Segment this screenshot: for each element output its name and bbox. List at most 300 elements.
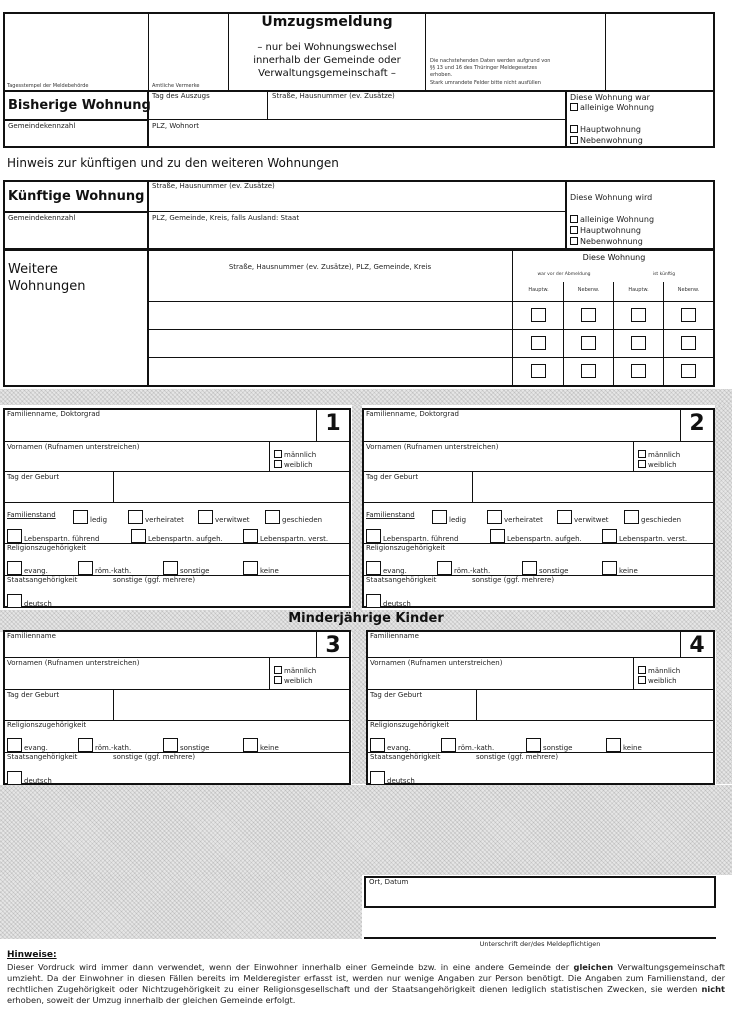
option-label: verwitwet <box>574 516 609 524</box>
shaded-band <box>716 632 732 784</box>
stamp-field[interactable] <box>4 14 147 90</box>
option-label: evang. <box>383 567 407 575</box>
option-label: weiblich <box>284 461 313 469</box>
person-2-birth-date-label: Tag der Geburt <box>366 473 419 481</box>
checkbox[interactable] <box>198 510 213 524</box>
option-label: evang. <box>24 567 48 575</box>
option-label: verheiratet <box>145 516 184 524</box>
child-4-first-names-input[interactable] <box>368 669 629 688</box>
person-2-marital-option[interactable] <box>624 505 682 524</box>
option-label: sonstige <box>180 744 210 752</box>
option-label: Lebenspartn. verst. <box>619 535 688 543</box>
person-1-marital-option[interactable] <box>128 505 184 524</box>
divider <box>3 211 149 213</box>
divider <box>3 689 351 690</box>
option-label: Lebenspartn. verst. <box>260 535 329 543</box>
future-street-input[interactable] <box>150 192 564 210</box>
divider <box>633 657 634 689</box>
signature-line <box>364 937 716 939</box>
person-1-marital-option[interactable] <box>73 505 108 524</box>
checkbox[interactable] <box>243 529 258 543</box>
divider <box>147 249 149 387</box>
child-3-first-names-input[interactable] <box>5 669 265 688</box>
option-label: männlich <box>284 451 317 459</box>
form-subtitle-1: – nur bei Wohnungswechsel <box>257 42 397 53</box>
person-1-nationality-other-input[interactable] <box>111 586 347 606</box>
person-2-marital-status-label: Familienstand <box>366 511 415 519</box>
checkbox[interactable] <box>441 738 456 752</box>
person-2-religion-option[interactable] <box>437 556 491 575</box>
checkbox[interactable] <box>557 510 572 524</box>
child-4-religion-option[interactable] <box>606 733 642 752</box>
checkbox[interactable] <box>490 529 505 543</box>
checkbox[interactable] <box>78 561 93 575</box>
divider <box>362 441 715 442</box>
checkbox[interactable] <box>366 529 381 543</box>
option-label: keine <box>623 744 642 752</box>
other-residences-title-2: Wohnungen <box>8 279 86 294</box>
option-label: alleinige Wohnung <box>580 215 655 224</box>
person-2-nationality-label: Staatsangehörigkeit <box>366 576 437 584</box>
divider <box>113 471 114 502</box>
place-date-label: Ort, Datum <box>369 878 409 886</box>
divider <box>148 211 566 212</box>
person-2-nationality-german[interactable] <box>366 589 411 608</box>
checkbox[interactable] <box>274 460 282 468</box>
children-heading: Minderjährige Kinder <box>288 611 444 626</box>
divider <box>3 119 149 121</box>
previous-street-input[interactable] <box>270 102 564 118</box>
person-1-nationality-german[interactable] <box>7 589 52 608</box>
child-3-nationality-other-label: sonstige (ggf. mehrere) <box>113 753 196 761</box>
notes-text-part: Verwaltungsgemeinschaft umzieht. Da der Einwohner in diesen Fällen bereits im Melderegister erfasst ist, werden nur wenige Angaben zur Person benötigt. Die Angaben zum Familienstand, der rechtlichen Zugehörigkeit oder Nichtzugehörigkeit zu einer Religionsgesellschaft und der Staatsangehörigkeit dienen lediglich statistischen Zwecken, sie werden <box>7 962 725 994</box>
divider <box>476 689 477 720</box>
person-2-religion-option[interactable] <box>366 556 407 575</box>
child-4-first-names-label: Vornamen (Rufnamen unterstreichen) <box>370 659 503 667</box>
child-3-religion-option[interactable] <box>7 733 48 752</box>
option-label: weiblich <box>648 461 677 469</box>
checkbox[interactable] <box>638 450 646 458</box>
official-notes-label: Amtliche Vermerke <box>152 83 200 89</box>
checkbox[interactable] <box>131 529 146 543</box>
person-2-birth-date-input[interactable] <box>474 473 711 500</box>
divider <box>565 180 567 250</box>
notes-text-part: Dieser Vordruck wird immer dann verwendet, wenn der Einwohner innerhalb einer Gemeinde bzw. in eine andere Gemeinde der <box>7 962 574 972</box>
person-1-birth-date-label: Tag der Geburt <box>7 473 60 481</box>
divider <box>147 180 149 250</box>
divider <box>613 282 614 386</box>
future-status-heading: Diese Wohnung wird <box>570 193 653 202</box>
checkbox[interactable] <box>370 738 385 752</box>
divider <box>472 471 473 502</box>
person-1-first-names-input[interactable] <box>5 453 265 470</box>
other-address-label: Straße, Hausnummer (ev. Zusätze), PLZ, Gemeinde, Kreis <box>228 263 432 271</box>
group-now-label: ist künftig <box>652 272 676 277</box>
checkbox[interactable] <box>602 529 617 543</box>
section-hint: Hinweis zur künftigen und zu den weiteren Wohnungen <box>7 156 339 170</box>
previous-status-heading: Diese Wohnung war <box>570 93 650 102</box>
child-3-number: 3 <box>325 633 341 658</box>
option-label: männlich <box>648 667 681 675</box>
option-label: deutsch <box>24 777 52 785</box>
child-3-birth-date-input[interactable] <box>115 691 347 718</box>
child-3-religion-option[interactable] <box>243 733 279 752</box>
divider <box>512 250 513 386</box>
other-residence-checkbox[interactable] <box>581 364 596 378</box>
option-label: Hauptwohnung <box>580 125 641 134</box>
divider <box>563 282 564 386</box>
divider <box>3 657 351 658</box>
person-2-partnership-option[interactable] <box>490 524 582 543</box>
option-label: ledig <box>449 516 467 524</box>
checkbox[interactable] <box>73 510 88 524</box>
person-2-first-names-label: Vornamen (Rufnamen unterstreichen) <box>366 443 499 451</box>
checkbox[interactable] <box>243 561 258 575</box>
checkbox[interactable] <box>7 529 22 543</box>
future-status-secondary[interactable] <box>570 237 643 246</box>
divider <box>148 329 714 330</box>
option-label: ledig <box>90 516 108 524</box>
option-label: Lebenspartn. führend <box>383 535 459 543</box>
person-1-nationality-label: Staatsangehörigkeit <box>7 576 78 584</box>
other-residence-checkbox[interactable] <box>581 336 596 350</box>
divider <box>228 13 229 91</box>
checkbox[interactable] <box>624 510 639 524</box>
checkbox[interactable] <box>606 738 621 752</box>
child-3-nationality-other-input[interactable] <box>111 763 347 783</box>
divider <box>269 657 270 689</box>
person-2-family-name-input[interactable] <box>364 420 677 440</box>
person-1-religion-label: Religionszugehörigkeit <box>7 544 87 552</box>
person-2-first-names-input[interactable] <box>364 453 629 470</box>
other-address-input-1[interactable] <box>150 303 510 328</box>
checkbox[interactable] <box>366 594 381 608</box>
checkbox[interactable] <box>366 561 381 575</box>
child-4-birth-date-input[interactable] <box>478 691 711 718</box>
divider <box>148 301 714 302</box>
divider <box>113 689 114 720</box>
checkbox[interactable] <box>570 237 578 245</box>
option-label: männlich <box>284 667 317 675</box>
notes-text-part: erhoben, soweit der Umzug innerhalb der gleichen Gemeinde erfolgt. <box>7 995 296 1005</box>
option-label: Hauptwohnung <box>580 226 641 235</box>
person-1-marital-status-label: Familienstand <box>7 511 56 519</box>
previous-status-secondary[interactable] <box>570 136 643 145</box>
divider <box>366 689 715 690</box>
person-1-sex-male[interactable] <box>274 450 316 459</box>
child-3-birth-date-label: Tag der Geburt <box>7 691 60 699</box>
child-3-family-name-label: Familienname <box>7 632 56 640</box>
person-2-marital-option[interactable] <box>557 505 609 524</box>
person-1-family-name-label: Familienname, Doktorgrad <box>7 410 100 418</box>
person-1-family-name-input[interactable] <box>5 420 313 440</box>
checkbox[interactable] <box>370 771 385 785</box>
person-2-nationality-other-label: sonstige (ggf. mehrere) <box>472 576 555 584</box>
option-label: weiblich <box>284 677 313 685</box>
person-1-marital-option[interactable] <box>265 505 323 524</box>
child-4-religion-option[interactable] <box>441 733 495 752</box>
person-2-partnership-option[interactable] <box>602 524 688 543</box>
person-1-religion-option[interactable] <box>243 556 279 575</box>
col-label: Hauptw. <box>628 287 649 293</box>
child-4-nationality-other-label: sonstige (ggf. mehrere) <box>476 753 559 761</box>
option-label: röm.-kath. <box>454 567 491 575</box>
child-4-religion-option[interactable] <box>526 733 573 752</box>
option-label: keine <box>619 567 638 575</box>
divider <box>3 441 351 442</box>
person-1-partnership-option[interactable] <box>243 524 329 543</box>
checkbox[interactable] <box>163 561 178 575</box>
other-residence-checkbox[interactable] <box>631 308 646 322</box>
divider <box>633 441 634 471</box>
divider <box>269 441 270 471</box>
checkbox[interactable] <box>7 738 22 752</box>
other-residence-checkbox[interactable] <box>581 308 596 322</box>
checkbox[interactable] <box>243 738 258 752</box>
checkbox[interactable] <box>265 510 280 524</box>
checkbox[interactable] <box>638 676 646 684</box>
option-label: sonstige <box>180 567 210 575</box>
person-1-religion-option[interactable] <box>163 556 210 575</box>
signature-label: Unterschrift der/des Meldepflichtigen <box>479 940 601 948</box>
option-label: Lebenspartn. aufgeh. <box>507 535 582 543</box>
child-4-religion-label: Religionszugehörigkeit <box>370 721 450 729</box>
person-2-religion-option[interactable] <box>602 556 638 575</box>
checkbox[interactable] <box>78 738 93 752</box>
stamp-field-label: Tagesstempel der Meldebehörde <box>7 83 89 89</box>
option-label: röm.-kath. <box>95 744 132 752</box>
divider <box>3 471 351 472</box>
child-4-number: 4 <box>689 633 705 658</box>
notes-text-bold: nicht <box>701 984 725 994</box>
checkbox[interactable] <box>570 136 578 144</box>
legal-notice-2: §§ 13 und 16 des Thüringer Meldegesetzes <box>430 65 538 71</box>
divider <box>605 13 606 91</box>
checkbox[interactable] <box>638 460 646 468</box>
option-label: sonstige <box>539 567 569 575</box>
child-3-nationality-german[interactable] <box>7 766 52 785</box>
option-label: geschieden <box>641 516 682 524</box>
divider <box>362 471 715 472</box>
child-4-sex-female[interactable] <box>638 676 677 685</box>
previous-postal-input[interactable] <box>150 132 564 146</box>
child-4-nationality-other-input[interactable] <box>474 763 711 783</box>
person-2-partnership-option[interactable] <box>366 524 459 543</box>
form-subtitle-3: Verwaltungsgemeinschaft – <box>258 68 396 79</box>
checkbox[interactable] <box>7 771 22 785</box>
checkbox[interactable] <box>570 215 578 223</box>
child-4-birth-date-label: Tag der Geburt <box>370 691 423 699</box>
checkbox[interactable] <box>128 510 143 524</box>
future-postal-input[interactable] <box>150 224 564 248</box>
option-label: evang. <box>24 744 48 752</box>
col-label: Nebenw. <box>677 287 700 293</box>
col-label: Nebenw. <box>577 287 600 293</box>
divider <box>148 13 149 91</box>
other-residence-checkbox[interactable] <box>531 336 546 350</box>
person-1-first-names-label: Vornamen (Rufnamen unterstreichen) <box>7 443 140 451</box>
checkbox[interactable] <box>487 510 502 524</box>
shaded-band <box>352 405 362 615</box>
future-residence-title: Künftige Wohnung <box>8 189 145 204</box>
option-label: röm.-kath. <box>458 744 495 752</box>
other-residence-checkbox[interactable] <box>531 364 546 378</box>
other-residence-checkbox[interactable] <box>531 308 546 322</box>
option-label: Lebenspartn. führend <box>24 535 100 543</box>
option-label: männlich <box>648 451 681 459</box>
checkbox[interactable] <box>526 738 541 752</box>
notes-heading: Hinweise: <box>7 950 57 960</box>
checkbox[interactable] <box>7 594 22 608</box>
shaded-band <box>0 875 362 939</box>
child-3-sex-female[interactable] <box>274 676 313 685</box>
child-3-family-name-input[interactable] <box>5 642 313 656</box>
option-label: sonstige <box>543 744 573 752</box>
other-residence-checkbox[interactable] <box>681 364 696 378</box>
person-1-nationality-other-label: sonstige (ggf. mehrere) <box>113 576 196 584</box>
checkbox[interactable] <box>638 666 646 674</box>
person-2-religion-option[interactable] <box>522 556 569 575</box>
checkbox[interactable] <box>7 561 22 575</box>
previous-municipality-code-input[interactable] <box>6 132 145 146</box>
checkbox[interactable] <box>432 510 447 524</box>
checkbox[interactable] <box>602 561 617 575</box>
person-1-partnership-option[interactable] <box>131 524 223 543</box>
person-1-birth-date-input[interactable] <box>115 473 347 500</box>
option-label: Nebenwohnung <box>580 136 643 145</box>
shaded-band <box>0 389 732 405</box>
person-1-number: 1 <box>325 411 341 436</box>
other-status-heading: Diese Wohnung <box>582 253 646 262</box>
divider <box>362 502 715 503</box>
option-label: keine <box>260 744 279 752</box>
checkbox[interactable] <box>274 666 282 674</box>
person-2-marital-option[interactable] <box>487 505 543 524</box>
previous-status-main[interactable] <box>570 125 641 134</box>
option-label: evang. <box>387 744 411 752</box>
signature-field[interactable] <box>364 908 716 937</box>
legal-notice-3: erhoben. <box>430 72 453 78</box>
shaded-band <box>715 405 732 615</box>
person-2-sex-male[interactable] <box>638 450 680 459</box>
person-2-number: 2 <box>689 411 705 436</box>
future-postal-label: PLZ, Gemeinde, Kreis, falls Ausland: Staat <box>152 214 300 222</box>
divider <box>148 119 566 120</box>
form-subtitle-2: innerhalb der Gemeinde oder <box>253 55 401 66</box>
option-label: deutsch <box>383 600 411 608</box>
divider <box>663 282 664 386</box>
checkbox[interactable] <box>570 125 578 133</box>
child-4-nationality-german[interactable] <box>370 766 415 785</box>
move-out-date-label: Tag des Auszugs <box>152 92 210 100</box>
checkbox[interactable] <box>274 676 282 684</box>
child-3-religion-label: Religionszugehörigkeit <box>7 721 87 729</box>
child-3-religion-option[interactable] <box>163 733 210 752</box>
divider <box>267 91 268 119</box>
person-1-marital-option[interactable] <box>198 505 250 524</box>
person-2-marital-option[interactable] <box>432 505 467 524</box>
person-1-sex-female[interactable] <box>274 460 313 469</box>
child-4-sex-male[interactable] <box>638 666 680 675</box>
option-label: verwitwet <box>215 516 250 524</box>
place-date-field[interactable] <box>364 876 716 908</box>
option-label: Nebenwohnung <box>580 237 643 246</box>
other-address-input-2[interactable] <box>150 331 510 356</box>
checkbox[interactable] <box>570 226 578 234</box>
legal-notice-1: Die nachstehenden Daten werden aufgrund von <box>430 58 551 64</box>
person-2-nationality-other-input[interactable] <box>470 586 711 606</box>
person-2-sex-female[interactable] <box>638 460 677 469</box>
previous-street-label: Straße, Hausnummer (ev. Zusätze) <box>272 92 395 100</box>
option-label: geschieden <box>282 516 323 524</box>
checkbox[interactable] <box>274 450 282 458</box>
future-street-label: Straße, Hausnummer (ev. Zusätze) <box>152 182 275 190</box>
form-title: Umzugsmeldung <box>261 14 393 30</box>
child-4-religion-option[interactable] <box>370 733 411 752</box>
divider <box>148 357 714 358</box>
col-label: Hauptw. <box>528 287 549 293</box>
checkbox[interactable] <box>163 738 178 752</box>
other-residence-checkbox[interactable] <box>631 336 646 350</box>
previous-status-sole[interactable] <box>570 103 654 112</box>
shaded-band <box>352 632 366 784</box>
official-notes-field[interactable] <box>150 14 227 90</box>
child-4-family-name-input[interactable] <box>368 642 677 656</box>
divider <box>425 13 426 91</box>
checkbox[interactable] <box>570 103 578 111</box>
option-label: röm.-kath. <box>95 567 132 575</box>
child-3-sex-male[interactable] <box>274 666 316 675</box>
option-label: verheiratet <box>504 516 543 524</box>
other-residence-checkbox[interactable] <box>681 336 696 350</box>
previous-municipality-code-label: Gemeindekennzahl <box>8 122 76 130</box>
divider <box>3 502 351 503</box>
other-residences-title-1: Weitere <box>8 262 58 277</box>
person-2-family-name-label: Familienname, Doktorgrad <box>366 410 459 418</box>
previous-postal-label: PLZ, Wohnort <box>152 122 199 130</box>
child-3-religion-option[interactable] <box>78 733 132 752</box>
option-label: Lebenspartn. aufgeh. <box>148 535 223 543</box>
option-label: deutsch <box>387 777 415 785</box>
future-status-sole[interactable] <box>570 215 654 224</box>
person-1-religion-option[interactable] <box>78 556 132 575</box>
checkbox[interactable] <box>522 561 537 575</box>
person-1-religion-option[interactable] <box>7 556 48 575</box>
person-2-religion-label: Religionszugehörigkeit <box>366 544 446 552</box>
person-1-partnership-option[interactable] <box>7 524 100 543</box>
child-3-nationality-label: Staatsangehörigkeit <box>7 753 78 761</box>
divider <box>366 657 715 658</box>
child-4-nationality-label: Staatsangehörigkeit <box>370 753 441 761</box>
move-out-date-input[interactable] <box>150 102 265 118</box>
option-label: keine <box>260 567 279 575</box>
option-label: weiblich <box>648 677 677 685</box>
checkbox[interactable] <box>437 561 452 575</box>
previous-residence-title: Bisherige Wohnung <box>8 98 151 113</box>
shaded-band <box>0 785 732 875</box>
future-municipality-code-label: Gemeindekennzahl <box>8 214 76 222</box>
notes-text-bold: gleichen <box>573 962 614 972</box>
legal-notice-4: Stark umrandete Felder bitte nicht ausfüllen <box>430 80 541 86</box>
other-address-input-3[interactable] <box>150 359 510 384</box>
other-residence-checkbox[interactable] <box>681 308 696 322</box>
notes-text <box>7 962 725 1006</box>
future-status-main[interactable] <box>570 226 641 235</box>
child-4-family-name-label: Familienname <box>370 632 419 640</box>
divider <box>565 90 567 148</box>
future-municipality-code-input[interactable] <box>6 224 145 248</box>
other-residence-checkbox[interactable] <box>631 364 646 378</box>
